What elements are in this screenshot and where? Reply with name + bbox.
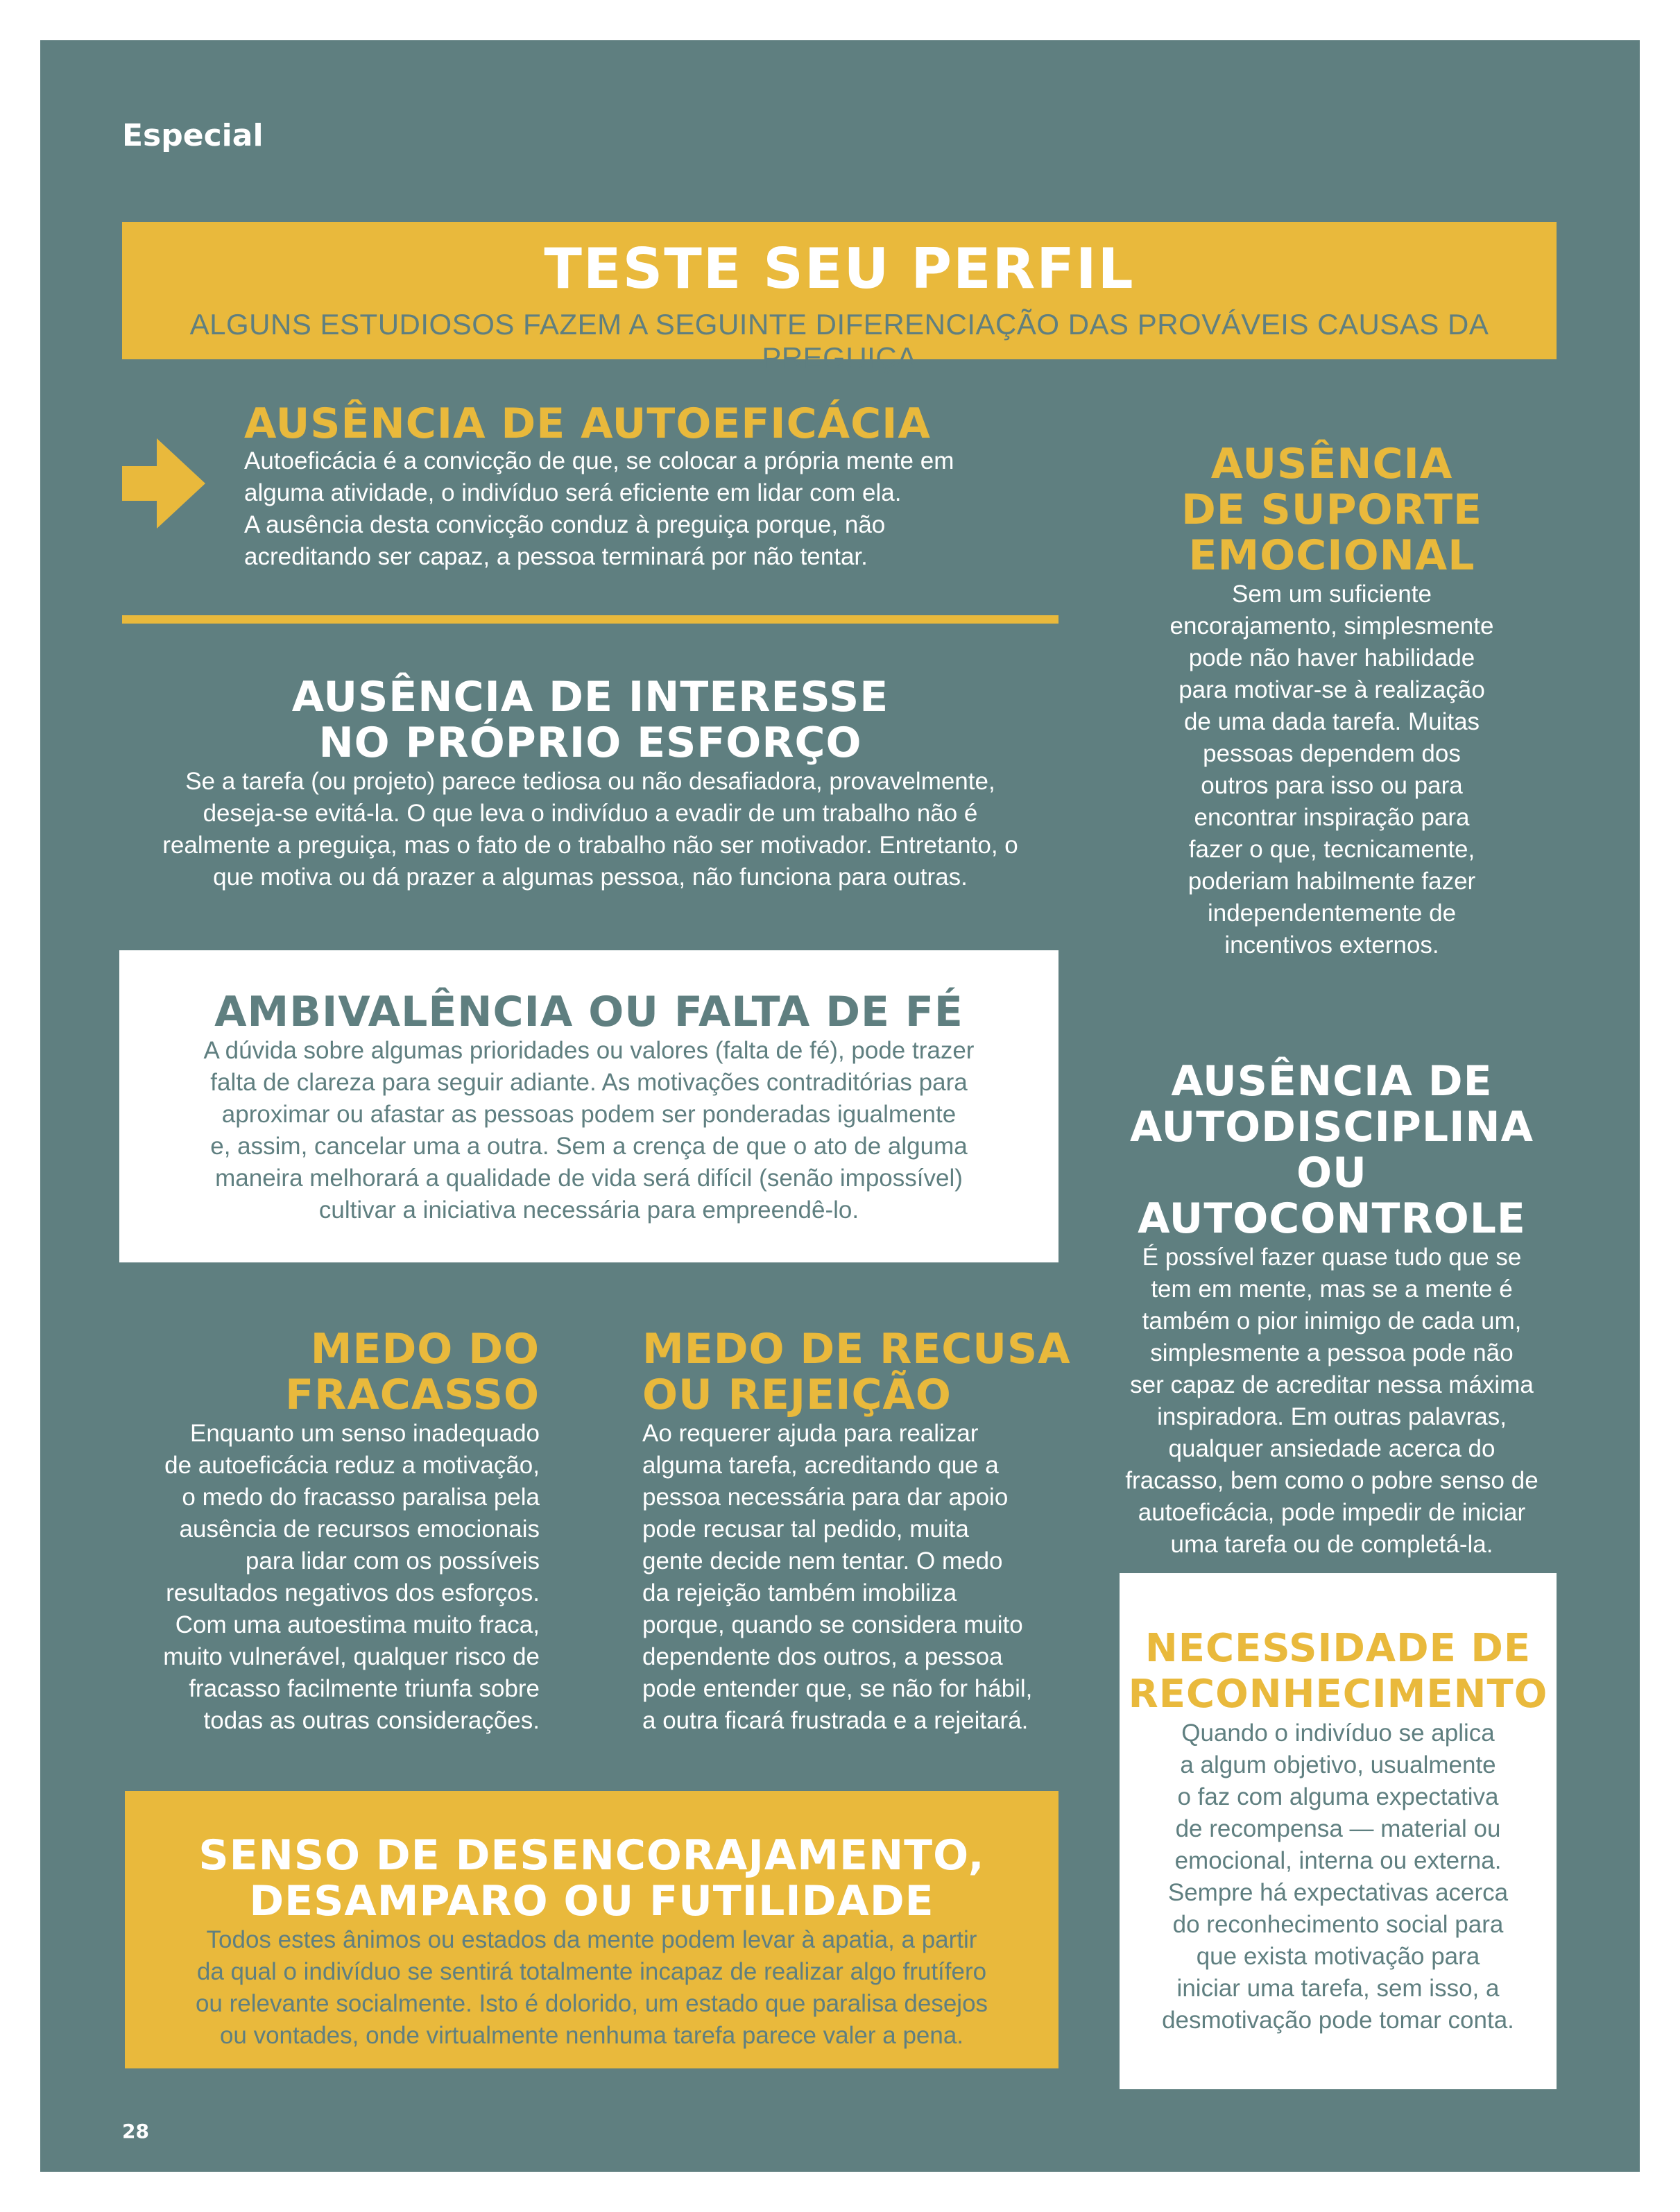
text-line: É possível fazer quase tudo que se: [1142, 1244, 1522, 1271]
desencorajamento-title: [125, 1833, 1058, 1924]
section-label: Especial: [122, 118, 264, 153]
title-line: SENSO DE DESENCORAJAMENTO,: [198, 1831, 985, 1880]
reconhecimento-title: [1120, 1626, 1557, 1717]
recusa-title: [642, 1326, 1086, 1418]
text-line: ausência de recursos emocionais: [179, 1516, 540, 1543]
title-line: NO PRÓPRIO ESFORÇO: [318, 719, 862, 767]
title-line: RECONHECIMENTO: [1128, 1672, 1548, 1717]
text-line: de autoeficácia reduz a motivação,: [164, 1452, 540, 1479]
title-line: AUSÊNCIA DE: [1171, 1057, 1493, 1106]
title-banner: [122, 222, 1557, 374]
title-line: FRACASSO: [285, 1371, 540, 1419]
text-line: poderiam habilmente fazer: [1188, 868, 1476, 895]
page-number: 28: [122, 2120, 149, 2143]
title-line: OU AUTOCONTROLE: [1138, 1149, 1526, 1243]
text-line: pessoas dependem dos: [1203, 740, 1461, 767]
text-line: Se a tarefa (ou projeto) parece tediosa ou não desafiadora, provavelmente,: [185, 768, 995, 795]
text-line: autoeficácia, pode impedir de iniciar: [1138, 1499, 1526, 1526]
text-line: A dúvida sobre algumas prioridades ou valores (falta de fé), pode trazer: [203, 1037, 975, 1064]
text-line: fracasso, bem como o pobre senso de: [1125, 1467, 1538, 1494]
ambivalencia-section: [119, 989, 1058, 1226]
text-line: uma tarefa ou de completá-la.: [1170, 1531, 1493, 1558]
text-line: da rejeição também imobiliza: [642, 1579, 957, 1606]
text-line: simplesmente a pessoa pode não: [1150, 1339, 1514, 1366]
divider-rule: [122, 615, 1058, 624]
text-line: do reconhecimento social para: [1172, 1911, 1504, 1938]
interesse-text: [122, 766, 1058, 893]
text-line: qualquer ansiedade acerca do: [1168, 1435, 1495, 1462]
title-line: EMOCIONAL: [1188, 531, 1475, 580]
text-line: acreditando ser capaz, a pessoa terminará por não tentar.: [244, 543, 868, 570]
text-line: desmotivação pode tomar conta.: [1162, 2007, 1514, 2034]
text-line: outros para isso ou para: [1201, 772, 1463, 799]
text-line: encorajamento, simplesmente: [1169, 612, 1494, 640]
recusa-text: [642, 1418, 1086, 1737]
text-line: a algum objetivo, usualmente: [1180, 1751, 1496, 1778]
text-line: resultados negativos dos esforços.: [166, 1579, 540, 1606]
text-line: que exista motivação para: [1196, 1943, 1480, 1970]
text-line: todas as outras considerações.: [203, 1707, 540, 1734]
fracasso-section: [122, 1326, 540, 1737]
arrow-right-icon: [122, 438, 205, 529]
text-line: deseja-se evitá-la. O que leva o indivíduo a evadir de um trabalho não é: [203, 800, 978, 827]
page-subtitle: ALGUNS ESTUDIOSOS FAZEM A SEGUINTE DIFERENCIAÇÃO DAS PROVÁVEIS CAUSAS DA PREGUIÇA: [189, 308, 1489, 374]
text-line: pode recusar tal pedido, muita: [642, 1516, 969, 1543]
desencorajamento-text: [125, 1924, 1058, 2052]
text-line: aproximar ou afastar as pessoas podem ser ponderadas igualmente: [221, 1101, 957, 1128]
title-line: DESAMPARO OU FUTILIDADE: [249, 1877, 934, 1926]
autodisciplina-section: [1096, 1058, 1568, 1561]
title-line: AUSÊNCIA: [1210, 440, 1453, 488]
text-line: o faz com alguma expectativa: [1177, 1783, 1499, 1810]
title-line: NECESSIDADE DE: [1145, 1626, 1532, 1671]
text-line: inspiradora. Em outras palavras,: [1157, 1403, 1507, 1430]
page-title: TESTE SEU PERFIL: [544, 237, 1135, 301]
text-line: de uma dada tarefa. Muitas: [1183, 708, 1480, 735]
text-line: para motivar-se à realização: [1178, 676, 1485, 703]
fracasso-text: [122, 1418, 540, 1737]
interesse-title: [122, 674, 1058, 766]
title-line: OU REJEIÇÃO: [642, 1371, 952, 1419]
text-line: da qual o indivíduo se sentirá totalmente incapaz de realizar algo frutífero: [196, 1958, 987, 1985]
suporte-text: [1110, 578, 1554, 961]
title-line: MEDO DO: [310, 1325, 540, 1373]
suporte-title: [1110, 441, 1554, 578]
text-line: gente decide nem tentar. O medo: [642, 1547, 1003, 1575]
text-line: fazer o que, tecnicamente,: [1188, 836, 1475, 863]
fracasso-title: [122, 1326, 540, 1418]
title-line: AUSÊNCIA DE INTERESSE: [291, 673, 889, 721]
text-line: para lidar com os possíveis: [245, 1547, 540, 1575]
text-line: cultivar a iniciativa necessária para empreendê-lo.: [318, 1197, 859, 1224]
text-line: a outra ficará frustrada e a rejeitará.: [642, 1707, 1029, 1734]
text-line: dependente dos outros, a pessoa: [642, 1643, 1003, 1670]
text-line: também o pior inimigo de cada um,: [1142, 1308, 1522, 1335]
text-line: pessoa necessária para dar apoio: [642, 1484, 1009, 1511]
text-line: de recompensa — material ou: [1175, 1815, 1501, 1842]
text-line: emocional, interna ou externa.: [1174, 1847, 1502, 1874]
text-line: ou relevante socialmente. Isto é dolorido, um estado que paralisa desejos: [195, 1990, 988, 2017]
text-line: e, assim, cancelar uma a outra. Sem a crença de que o ato de alguma: [210, 1133, 968, 1160]
text-line: independentemente de: [1207, 900, 1457, 927]
text-line: ser capaz de acreditar nessa máxima: [1130, 1371, 1534, 1398]
text-line: Sem um suficiente: [1232, 581, 1432, 608]
text-line: Com uma autoestima muito fraca,: [175, 1611, 540, 1638]
text-line: realmente a preguiça, mas o fato de o trabalho não ser motivador. Entretanto, o: [162, 832, 1018, 859]
autodisciplina-text: [1096, 1242, 1568, 1561]
autoeficacia-title: AUSÊNCIA DE AUTOEFICÁCIA: [244, 400, 931, 448]
text-line: alguma atividade, o indivíduo será eficiente em lidar com ela.: [244, 479, 902, 506]
text-line: Todos estes ânimos ou estados da mente podem levar à apatia, a partir: [206, 1926, 977, 1953]
text-line: que motiva ou dá prazer a algumas pessoa, não funciona para outras.: [213, 864, 968, 891]
suporte-section: [1110, 441, 1554, 961]
ambivalencia-text: [119, 1035, 1058, 1226]
text-line: iniciar uma tarefa, sem isso, a: [1176, 1975, 1500, 2002]
text-line: o medo do fracasso paralisa pela: [182, 1484, 540, 1511]
text-line: maneira melhorará a qualidade de vida será difícil (senão impossível): [215, 1165, 963, 1192]
title-line: DE SUPORTE: [1181, 486, 1482, 534]
text-line: porque, quando se considera muito: [642, 1611, 1023, 1638]
text-line: falta de clareza para seguir adiante. As motivações contraditórias para: [210, 1069, 968, 1096]
text-line: ou vontades, onde virtualmente nenhuma tarefa parece valer a pena.: [219, 2022, 964, 2049]
interesse-section: [122, 674, 1058, 893]
text-line: alguma tarefa, acreditando que a: [642, 1452, 999, 1479]
text-line: Autoeficácia é a convicção de que, se colocar a própria mente em: [244, 447, 954, 474]
ambivalencia-title: AMBIVALÊNCIA OU FALTA DE FÉ: [214, 988, 963, 1036]
reconhecimento-text: [1120, 1717, 1557, 2037]
text-line: A ausência desta convicção conduz à preguiça porque, não: [244, 511, 886, 538]
text-line: Sempre há expectativas acerca: [1167, 1879, 1509, 1906]
text-line: pode entender que, se não for hábil,: [642, 1675, 1033, 1702]
recusa-section: [642, 1326, 1086, 1737]
text-line: Quando o indivíduo se aplica: [1181, 1720, 1495, 1747]
text-line: incentivos externos.: [1224, 932, 1439, 959]
autodisciplina-title: [1096, 1058, 1568, 1242]
autoeficacia-section: [244, 401, 1077, 573]
text-line: muito vulnerável, qualquer risco de: [163, 1643, 540, 1670]
text-line: pode não haver habilidade: [1188, 644, 1475, 671]
text-line: tem em mente, mas se a mente é: [1151, 1276, 1513, 1303]
text-line: Enquanto um senso inadequado: [189, 1420, 540, 1447]
text-line: fracasso facilmente triunfa sobre: [189, 1675, 540, 1702]
title-line: AUTODISCIPLINA: [1129, 1103, 1534, 1151]
text-line: Ao requerer ajuda para realizar: [642, 1420, 979, 1447]
autoeficacia-text: [244, 445, 1077, 573]
desencorajamento-section: [125, 1833, 1058, 2052]
title-line: MEDO DE RECUSA: [642, 1325, 1071, 1373]
text-line: encontrar inspiração para: [1194, 804, 1470, 831]
reconhecimento-section: [1120, 1626, 1557, 2037]
